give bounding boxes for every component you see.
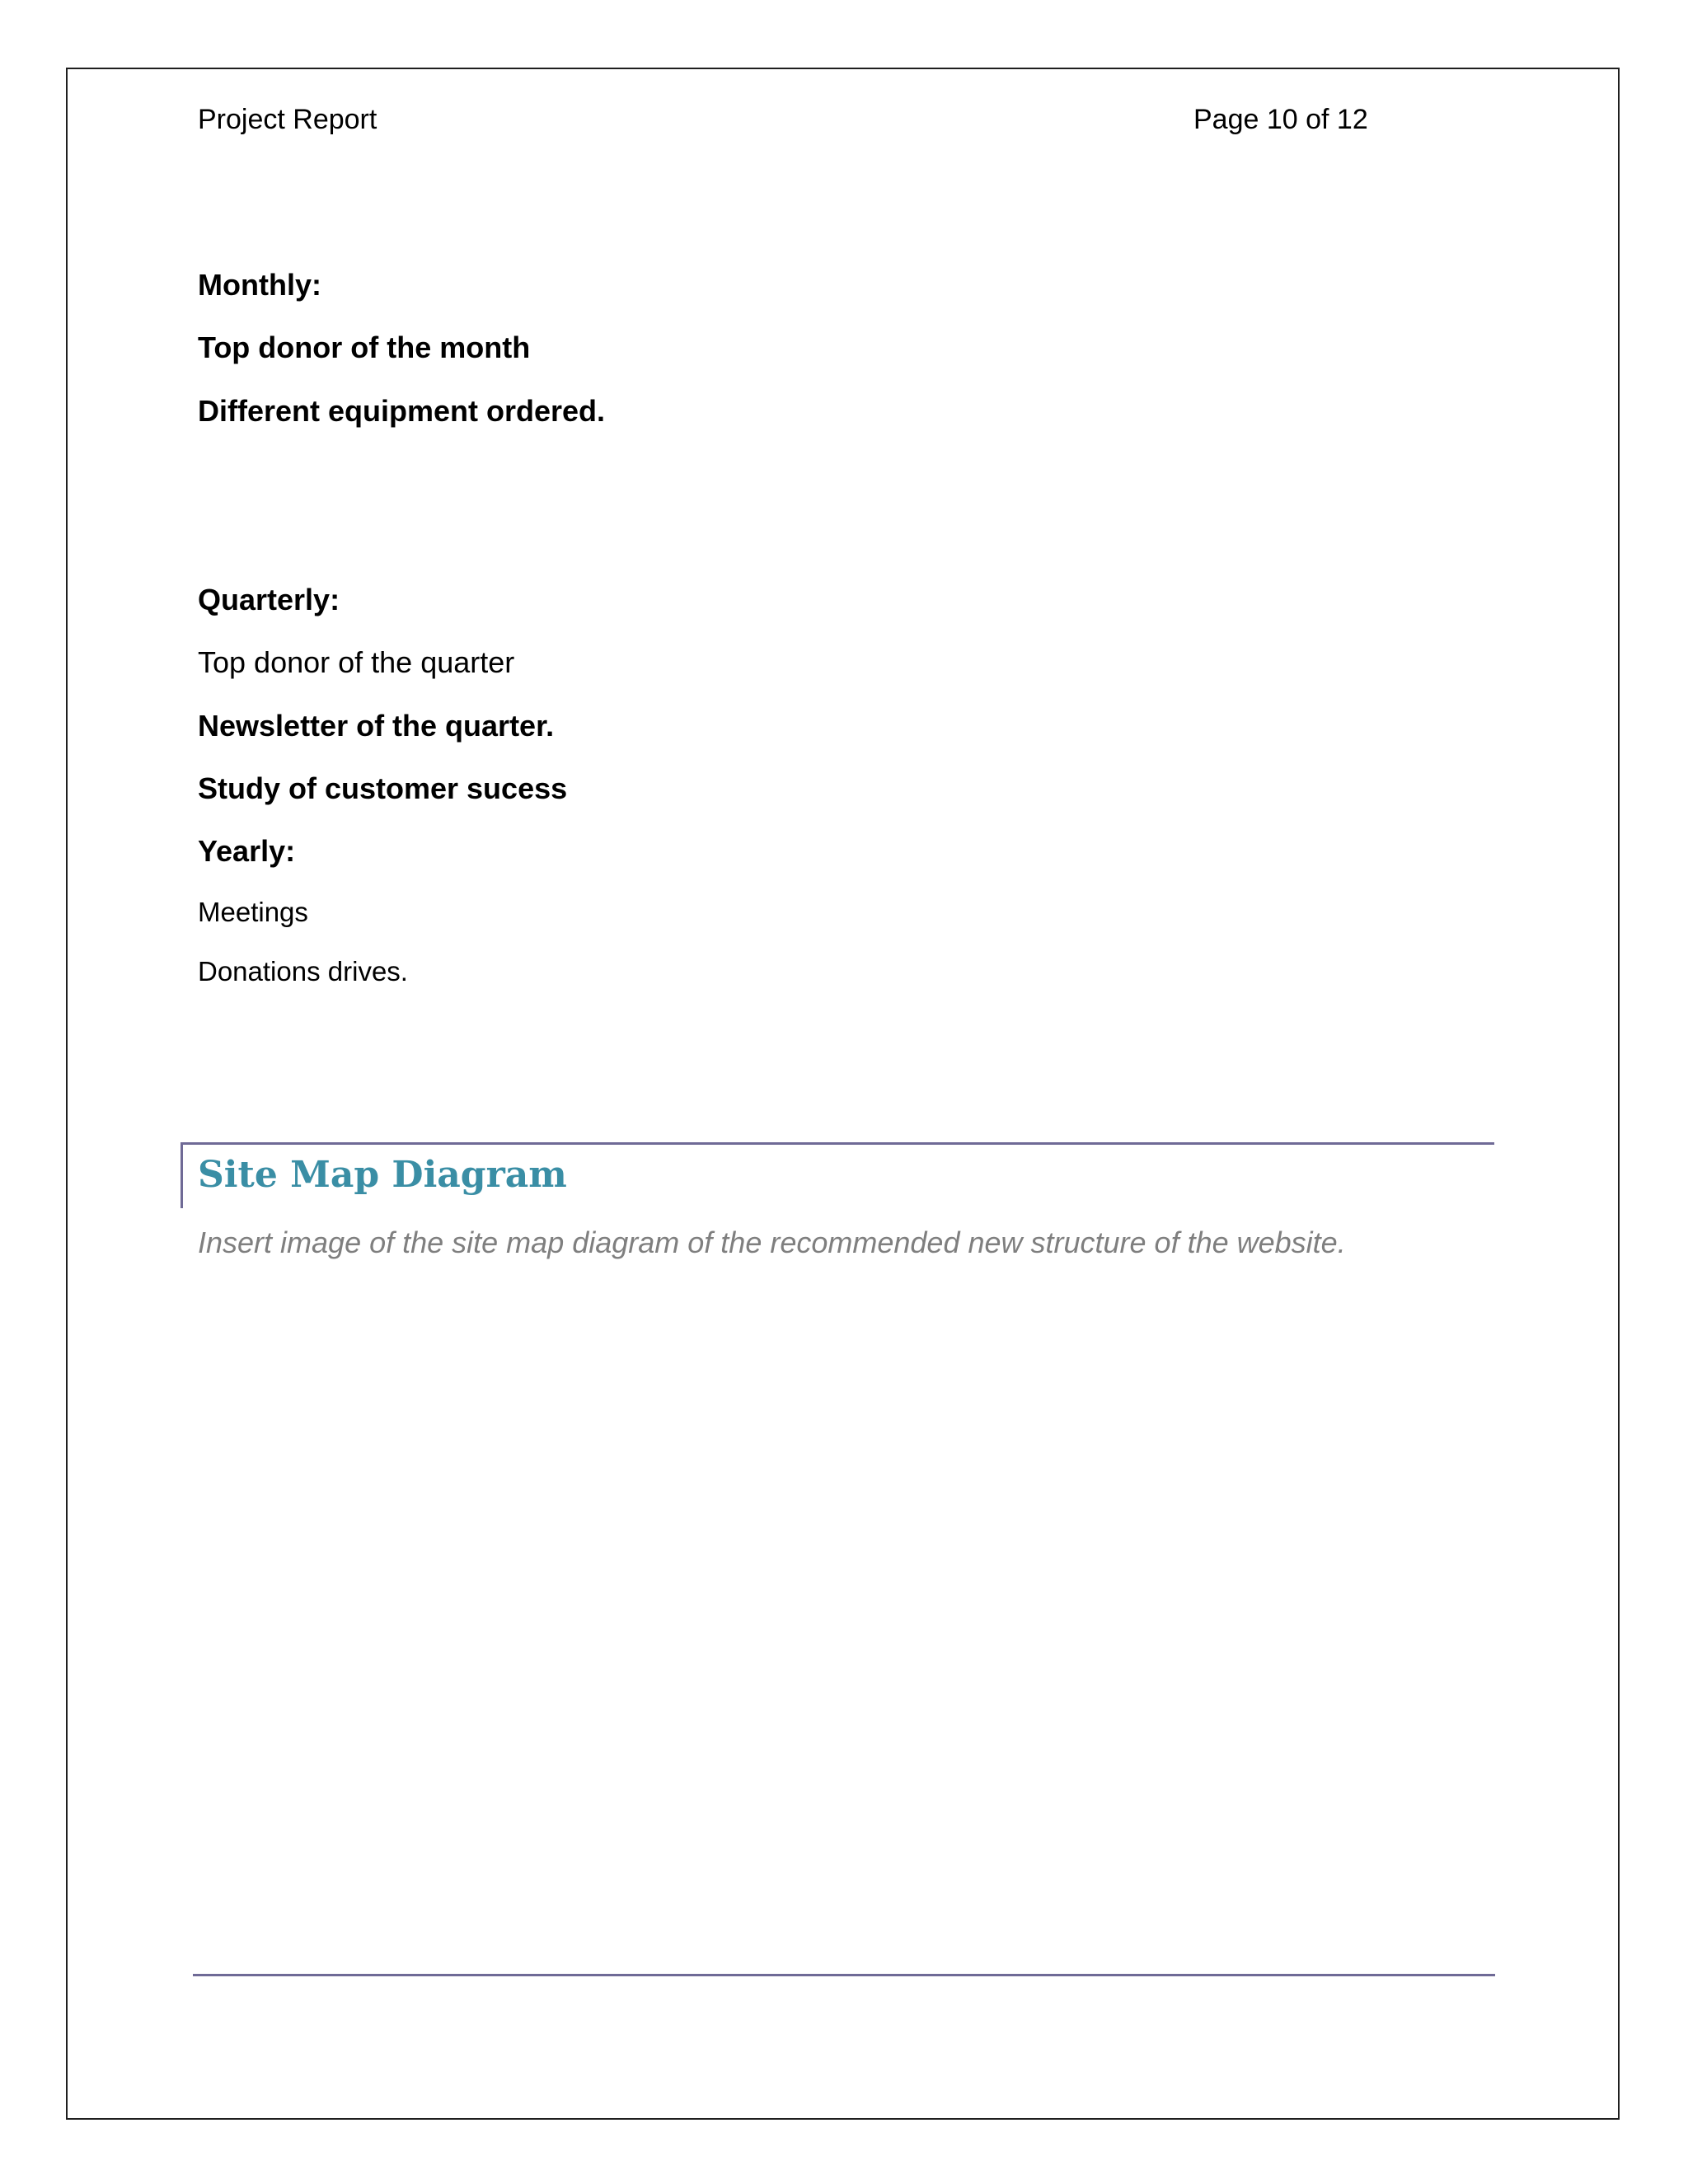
quarterly-item-newsletter: Newsletter of the quarter. [198, 709, 555, 743]
page-border [66, 68, 1620, 2120]
monthly-item-top-donor: Top donor of the month [198, 330, 531, 364]
quarterly-heading: Quarterly: [198, 583, 340, 616]
section-left-rule [181, 1142, 183, 1208]
section-instruction: Insert image of the site map diagram of the recommended new structure of the website. [198, 1226, 1346, 1259]
monthly-heading: Monthly: [198, 268, 321, 302]
yearly-item-donation-drives: Donations drives. [198, 956, 408, 987]
quarterly-item-top-donor: Top donor of the quarter [198, 645, 515, 679]
footer-rule [193, 1974, 1495, 1976]
quarterly-item-study: Study of customer sucess [198, 771, 568, 805]
monthly-item-equipment: Different equipment ordered. [198, 394, 606, 428]
header-page-number: Page 10 of 12 [1193, 104, 1368, 135]
section-title: Site Map Diagram [198, 1154, 567, 1196]
header-left-title: Project Report [198, 104, 377, 135]
yearly-item-meetings: Meetings [198, 897, 308, 927]
section-top-rule [181, 1142, 1494, 1145]
yearly-heading: Yearly: [198, 834, 296, 868]
